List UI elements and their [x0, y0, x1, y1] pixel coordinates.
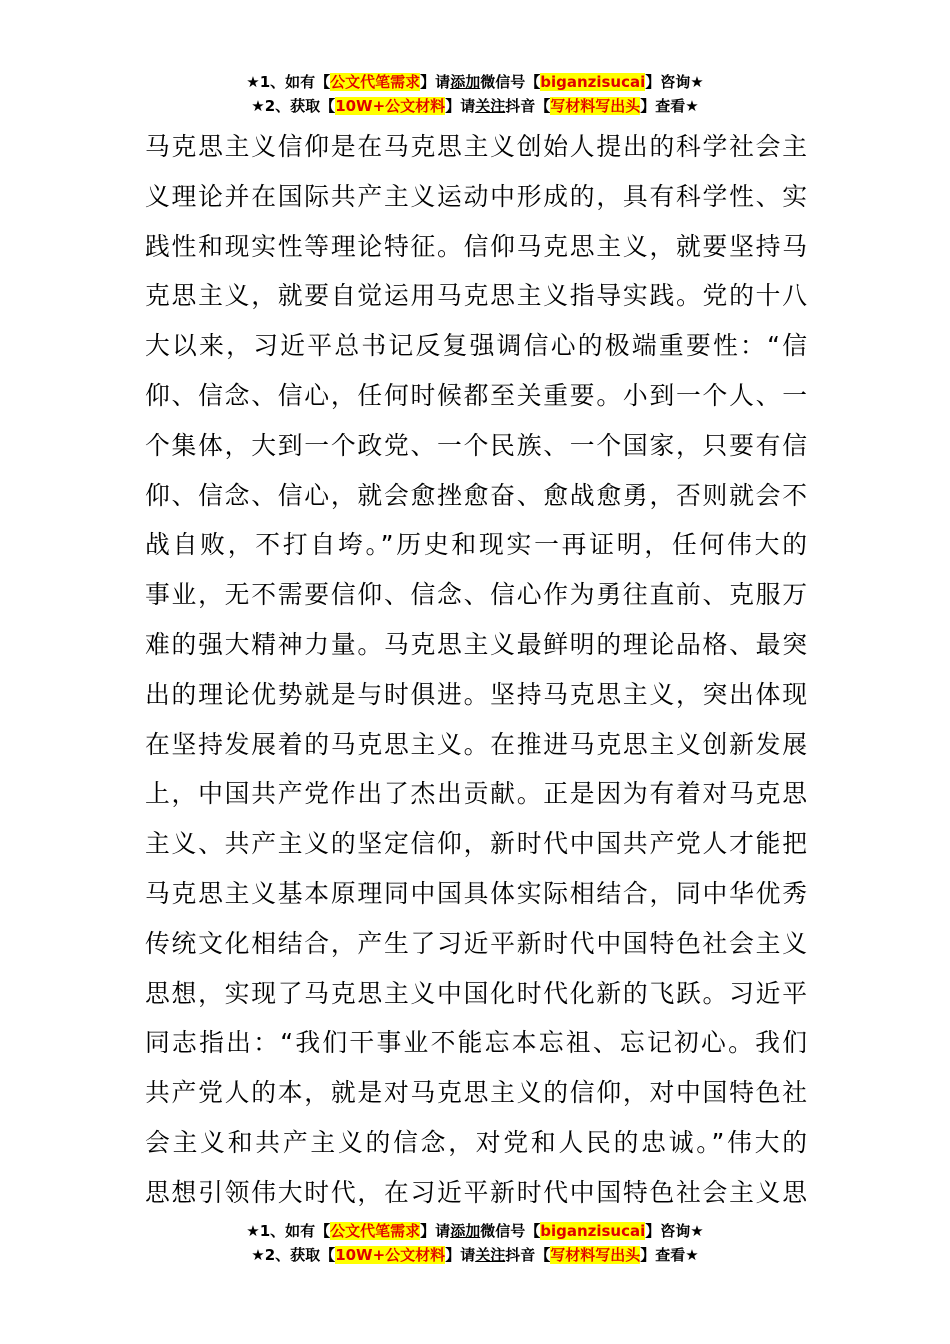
banner-highlight: 10W+公文材料 — [335, 1246, 446, 1264]
banner-wechat-id: biganzisucai — [540, 1222, 646, 1240]
body-line: 践性和现实性等理论特征。信仰马克思主义，就要坚持马 — [145, 231, 807, 261]
banner-highlight: 公文代笔需求 — [330, 1222, 421, 1240]
banner-underlined: 添加 — [450, 73, 481, 91]
body-line: 出的理论优势就是与时俱进。坚持马克思主义，突出体现 — [145, 679, 807, 709]
body-line: 思想，实现了马克思主义中国化时代化新的飞跃。习近平 — [145, 978, 807, 1008]
body-line: 大以来，习近平总书记反复强调信心的极端重要性：“信 — [145, 331, 807, 361]
banner-text: 抖音【 — [505, 1246, 551, 1264]
banner-highlight: 公文代笔需求 — [330, 73, 421, 91]
body-line: 会主义和共产主义的信念，对党和人民的忠诚。”伟大的 — [145, 1127, 807, 1157]
body-line: 克思主义，就要自觉运用马克思主义指导实践。党的十八 — [145, 281, 807, 311]
banner-text: 】请 — [420, 1222, 451, 1240]
banner-text: 】请 — [420, 73, 451, 91]
banner-text: 】请 — [445, 1246, 476, 1264]
body-line: 战自败，不打自垮。”历史和现实一再证明，任何伟大的 — [145, 530, 807, 560]
banner-text: 】查看★ — [640, 97, 699, 115]
body-line: 事业，无不需要信仰、信念、信心作为勇往直前、克服万 — [145, 580, 807, 610]
body-line: 上，中国共产党作出了杰出贡献。正是因为有着对马克思 — [145, 779, 807, 809]
banner-text: ★1、如有【 — [246, 1222, 331, 1240]
footer-banner — [0, 1219, 950, 1267]
body-line: 义理论并在国际共产主义运动中形成的，具有科学性、实 — [145, 181, 807, 211]
banner-underlined: 关注 — [475, 97, 506, 115]
document-body — [145, 122, 807, 1218]
body-line: 难的强大精神力量。马克思主义最鲜明的理论品格、最突 — [145, 629, 807, 659]
header-banner — [0, 70, 950, 118]
banner-text: 】请 — [445, 97, 476, 115]
banner-text: 微信号【 — [480, 73, 541, 91]
banner-highlight: 10W+公文材料 — [335, 97, 446, 115]
banner-underlined: 添加 — [450, 1222, 481, 1240]
body-line: 马克思主义信仰是在马克思主义创始人提出的科学社会主 — [145, 132, 807, 161]
banner-douyin-id: 写材料写出头 — [550, 97, 641, 115]
body-line: 传统文化相结合，产生了习近平新时代中国特色社会主义 — [145, 928, 807, 958]
banner-underlined: 关注 — [475, 1246, 506, 1264]
body-line: 思想引领伟大时代，在习近平新时代中国特色社会主义思 — [145, 1177, 807, 1207]
banner-text: 】咨询★ — [645, 1222, 704, 1240]
body-line: 共产党人的本，就是对马克思主义的信仰，对中国特色社 — [145, 1078, 807, 1108]
banner-text: ★2、获取【 — [251, 97, 336, 115]
banner-text: 微信号【 — [480, 1222, 541, 1240]
banner-text: 】咨询★ — [645, 73, 704, 91]
banner-line-2 — [0, 94, 950, 118]
body-line: 仰、信念、信心，就会愈挫愈奋、愈战愈勇，否则就会不 — [145, 480, 807, 510]
body-line: 同志指出：“我们干事业不能忘本忘祖、忘记初心。我们 — [145, 1028, 807, 1058]
banner-line-1 — [0, 1219, 950, 1243]
banner-wechat-id: biganzisucai — [540, 73, 646, 91]
body-line: 马克思主义基本原理同中国具体实际相结合，同中华优秀 — [145, 878, 807, 908]
body-line: 在坚持发展着的马克思主义。在推进马克思主义创新发展 — [145, 729, 807, 759]
banner-text: ★1、如有【 — [246, 73, 331, 91]
banner-text: 抖音【 — [505, 97, 551, 115]
body-line: 主义、共产主义的坚定信仰，新时代中国共产党人才能把 — [145, 829, 807, 859]
banner-line-1 — [0, 70, 950, 94]
banner-line-2 — [0, 1243, 950, 1267]
banner-douyin-id: 写材料写出头 — [550, 1246, 641, 1264]
body-line: 仰、信念、信心，任何时候都至关重要。小到一个人、一 — [145, 380, 807, 410]
banner-text: ★2、获取【 — [251, 1246, 336, 1264]
banner-text: 】查看★ — [640, 1246, 699, 1264]
body-line: 个集体，大到一个政党、一个民族、一个国家，只要有信 — [145, 430, 807, 460]
